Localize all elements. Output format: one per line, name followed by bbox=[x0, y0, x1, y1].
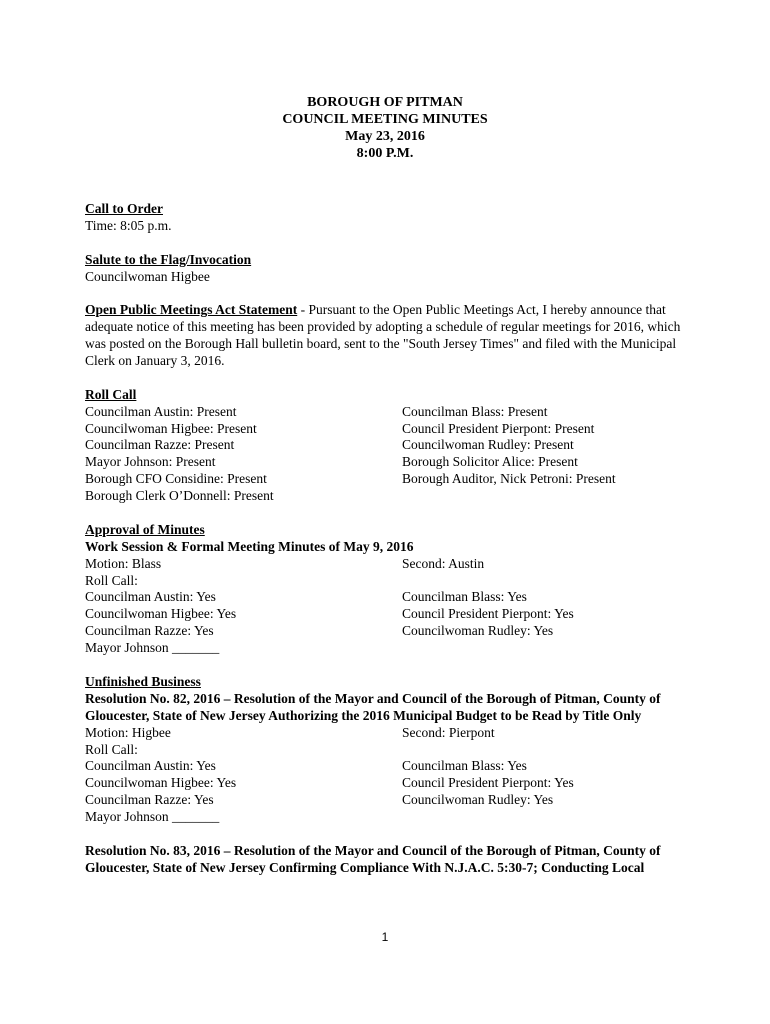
approval-vote-row bbox=[85, 623, 705, 640]
resolution-82-vote-left: Councilwoman Higbee: Yes bbox=[85, 775, 237, 791]
approval-roll-label: Roll Call: bbox=[85, 572, 138, 588]
approval-vote-right: Councilwoman Rudley: Yes bbox=[402, 623, 554, 639]
roll-call-row bbox=[85, 471, 705, 488]
title-line-time: 8:00 P.M. bbox=[356, 146, 414, 161]
approval-vote-left: Councilman Austin: Yes bbox=[85, 589, 216, 605]
resolution-82-motion: Motion: Higbee bbox=[85, 724, 171, 740]
resolution-82-second: Second: Pierpont bbox=[402, 724, 495, 740]
resolution-82-vote-left: Mayor Johnson _______ bbox=[85, 809, 220, 825]
resolution-82-line-1: Resolution No. 82, 2016 – Resolution of the Mayor and Council of the Borough of Pitman, County of bbox=[85, 690, 661, 706]
roll-call-right: Borough Auditor, Nick Petroni: Present bbox=[402, 471, 616, 487]
title-line-date: May 23, 2016 bbox=[345, 129, 425, 144]
call-to-order-time: Time: 8:05 p.m. bbox=[85, 217, 172, 233]
document-body bbox=[85, 201, 705, 877]
approval-vote-left: Councilwoman Higbee: Yes bbox=[85, 606, 237, 622]
salute-heading: Salute to the Flag/Invocation bbox=[85, 251, 252, 267]
resolution-82-vote-row bbox=[85, 775, 705, 792]
roll-call-row bbox=[85, 421, 705, 438]
roll-call-left: Councilwoman Higbee: Present bbox=[85, 420, 257, 436]
approval-vote-right: Council President Pierpont: Yes bbox=[402, 606, 574, 622]
approval-motion: Motion: Blass bbox=[85, 555, 162, 571]
resolution-83-line-2: Gloucester, State of New Jersey Confirming Compliance With N.J.A.C. 5:30-7; Conducting Local bbox=[85, 859, 645, 875]
roll-call-left: Councilman Razze: Present bbox=[85, 437, 235, 453]
approval-vote-left: Mayor Johnson _______ bbox=[85, 640, 220, 656]
opma-line-1 bbox=[85, 302, 705, 319]
title-line-borough: BOROUGH OF PITMAN bbox=[307, 95, 463, 110]
resolution-82-vote-right: Council President Pierpont: Yes bbox=[402, 775, 574, 791]
page-number: 1 bbox=[381, 930, 389, 944]
approval-vote-row bbox=[85, 606, 705, 623]
salute-text: Councilwoman Higbee bbox=[85, 268, 210, 284]
approval-vote-row bbox=[85, 589, 705, 606]
call-to-order-heading: Call to Order bbox=[85, 201, 163, 216]
resolution-83-line-1: Resolution No. 83, 2016 – Resolution of the Mayor and Council of the Borough of Pitman, County of bbox=[85, 842, 661, 858]
resolution-82-vote-right: Councilwoman Rudley: Yes bbox=[402, 792, 554, 808]
approval-vote-left: Councilman Razze: Yes bbox=[85, 623, 214, 639]
approval-heading: Approval of Minutes bbox=[85, 521, 205, 537]
opma-text-start: - Pursuant to the Open Public Meetings Act, I hereby announce that bbox=[297, 302, 666, 318]
roll-call-left: Borough Clerk O’Donnell: Present bbox=[85, 488, 274, 504]
resolution-82-line-2: Gloucester, State of New Jersey Authorizing the 2016 Municipal Budget to be Read by Title Only bbox=[85, 707, 642, 723]
opma-line-2: adequate notice of this meeting has been provided by adopting a schedule of regular meetings for 2016, which bbox=[85, 319, 681, 335]
roll-call-right: Councilwoman Rudley: Present bbox=[402, 437, 574, 453]
opma-heading: Open Public Meetings Act Statement bbox=[85, 302, 298, 318]
title-line-minutes: COUNCIL MEETING MINUTES bbox=[282, 112, 488, 127]
opma-line-3: was posted on the Borough Hall bulletin board, sent to the "South Jersey Times" and filed with the Municipal bbox=[85, 336, 677, 352]
roll-call-row bbox=[85, 437, 705, 454]
roll-call-right: Borough Solicitor Alice: Present bbox=[402, 454, 578, 470]
roll-call-right: Council President Pierpont: Present bbox=[402, 420, 595, 436]
resolution-82-vote-left: Councilman Austin: Yes bbox=[85, 758, 216, 774]
resolution-82-vote-row bbox=[85, 792, 705, 809]
resolution-82-vote-left: Councilman Razze: Yes bbox=[85, 792, 214, 808]
roll-call-left: Mayor Johnson: Present bbox=[85, 454, 216, 470]
approval-vote-right: Councilman Blass: Yes bbox=[402, 589, 527, 605]
roll-call-left: Borough CFO Considine: Present bbox=[85, 471, 267, 487]
approval-subheading: Work Session & Formal Meeting Minutes of May 9, 2016 bbox=[85, 538, 414, 554]
approval-motion-row bbox=[85, 556, 705, 573]
resolution-82-vote-row bbox=[85, 758, 705, 775]
unfinished-business-heading: Unfinished Business bbox=[85, 673, 201, 689]
opma-line-4: Clerk on January 3, 2016. bbox=[85, 353, 225, 369]
resolution-82-vote-right: Councilman Blass: Yes bbox=[402, 758, 527, 774]
resolution-82-motion-row bbox=[85, 725, 705, 742]
document-title bbox=[0, 94, 770, 162]
roll-call-heading: Roll Call bbox=[85, 386, 137, 402]
approval-second: Second: Austin bbox=[402, 555, 485, 571]
roll-call-right: Councilman Blass: Present bbox=[402, 403, 548, 419]
roll-call-left: Councilman Austin: Present bbox=[85, 403, 237, 419]
resolution-82-roll-label: Roll Call: bbox=[85, 741, 138, 757]
roll-call-row bbox=[85, 454, 705, 471]
roll-call-row bbox=[85, 404, 705, 421]
